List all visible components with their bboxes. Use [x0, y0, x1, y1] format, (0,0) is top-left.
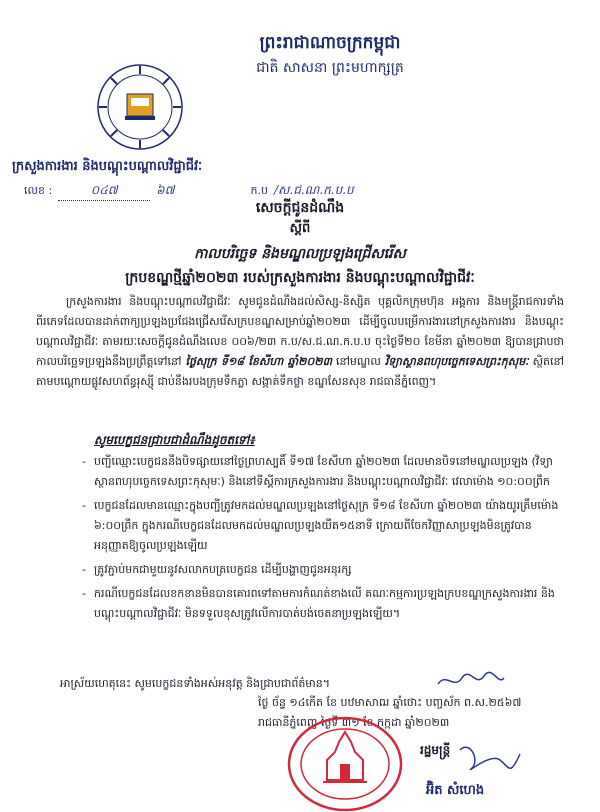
instructions-heading: សូមបេក្ខជនជ្រាបជាដំណឹងដូចតទៅ៖	[94, 433, 255, 447]
national-motto: ជាតិ សាសនា ព្រះមហាក្សត្រ	[256, 60, 404, 76]
reference-number-label: លេខ :	[24, 184, 53, 197]
list-item: - ករណីបេក្ខជនដែលខកខានមិនបានគោរពទៅតាមការកំណត់ខាងលើ គណៈកម្មការប្រឡងក្របខណ្ឌក្រសួងការងារ និងបណ្ដុះបណ្ដាលវិជ្ជាជីវៈ មិនទទួលខុសត្រូវលើការបាត់បង់ចេតនាប្រឡងឡើយ។	[82, 584, 564, 624]
official-seal	[285, 712, 405, 812]
lunar-date: ថ្ងៃ ច័ន្ទ ១៤កើត ខែ បឋមាសាឍ ឆ្នាំថោះ បញ្ចស័ក ព.ស.២៥៦៧	[258, 696, 522, 709]
about-label: ស្ដីពី	[289, 221, 311, 236]
subject-title: ក្របខណ្ឌថ្មីឆ្នាំ២០២៣ របស់ក្រសួងការងារ និងបណ្ដុះបណ្ដាលវិជ្ជាជីវៈ	[125, 270, 475, 286]
list-item: - បញ្ជីឈ្មោះបេក្ខជននឹងបិទផ្សាយនៅថ្ងៃព្រហស្បតិ៍ ទី១៧ ខែសីហា ឆ្នាំ២០២៣ ដែលមានបិទនៅមណ្ឌលប្រឡង (វិទ្យាស្ថានពហុបច្ចេកទេសព្រះកុសុមៈ) និងនៅទីស្ដីការក្រសួងការងារ និងបណ្ដុះបណ្ដាលវិជ្ជាជីវៈ វេលាម៉ោង ១០:០០ព្រឹក	[82, 452, 564, 492]
body-text-intro: ក្រសួងការងារ និងបណ្ដុះបណ្ដាលវិជ្ជាជីវៈ សូមជូនដំណឹងដល់សិស្ស-និស្សិត បុគ្គលិកក្រុមហ៊ុន អង្គការ និងមន្ត្រីរាជការទាំងពីរភេទដែលបានដាក់ពាក្យប្រឡងប្រជែងជ្រើសរើសក្របខណ្ឌសម្រាប់ឆ្នាំ២០២៣ ដើម្បីចូលបម្រើការងារនៅក្រសួងការងារ និងបណ្ដុះបណ្ដាលវិជ្ជាជីវៈ តាមរយៈសេចក្ដីជូនដំណឹងលេខ ០០៦/២៣ ក.ប/ស.ជ.ណ.ក.ប.ប ចុះថ្ងៃទី២០ ខែមីនា ឆ្នាំ២០២៣ ឱ្យបានជ្រាបថា កាលបរិច្ឆេទប្រឡងនឹងប្រព្រឹត្តទៅនៅ	[36, 295, 564, 368]
signatory-title: រដ្ឋមន្ត្រី	[420, 743, 451, 757]
list-item: - ត្រូវភ្ជាប់មកជាមួយនូវសលាកបត្របេក្ខជន ដើម្បីបង្ហាញជូនអនុរក្ស	[82, 560, 564, 580]
signatory-name: អ៊ិត សំហេង	[426, 783, 485, 798]
reference-number-suffix: ៦៧	[156, 183, 175, 197]
kingdom-heading: ព្រះរាជាណាចក្រកម្ពុជា	[259, 33, 401, 53]
instructions-list	[82, 452, 564, 628]
body-text-address: ស្ថិតនៅតាមបណ្ដោយផ្លូវសហព័ន្ធរុស្ស៊ី ជាប់នឹងរបងក្រុមទឹកភ្លា សង្កាត់ទឹកថ្លា ខណ្ឌសែនសុខ រាជធានីភ្នំពេញ។	[36, 355, 564, 388]
body-text-venue-prefix: នៅមណ្ឌល	[331, 355, 385, 368]
exam-venue: វិទ្យាស្ថានពហុបច្ចេកទេសព្រះកុសុមៈ	[384, 355, 529, 368]
reference-code-value: /ស.ជ.ណ.ក.ប.ប	[273, 183, 354, 197]
announcement-body	[36, 292, 564, 392]
solar-date: រាជធានីភ្នំពេញ ថ្ងៃទី ៣១ ខែ កក្កដា ឆ្នាំ២០២៣	[258, 716, 450, 729]
body-paragraph	[36, 292, 564, 392]
reference-number-value: ០៤៧	[58, 182, 150, 201]
ministry-logo	[95, 62, 185, 152]
reference-code-label: ក.ប	[250, 184, 268, 197]
ministry-name: ក្រសួងការងារ និងបណ្ដុះបណ្ដាលវិជ្ជាជីវៈ	[12, 159, 203, 174]
topic-title: កាលបរិច្ឆេទ និងមណ្ឌលប្រឡងជ្រើសរើស	[194, 246, 406, 262]
list-item: - បេក្ខជនដែលមានឈ្មោះក្នុងបញ្ជីត្រូវមកដល់មណ្ឌលប្រឡងនៅថ្ងៃសុក្រ ទី១៨ ខែសីហា ឆ្នាំ២០២៣ យ៉ាងយូរត្រឹមម៉ោង ៦:០០ព្រឹក ក្នុងករណីបេក្ខជនដែលមកដល់មណ្ឌលប្រឡងយឺត១៥នាទី ក្រោយពីចែកវិញ្ញាសាប្រឡងមិនត្រូវបានអនុញ្ញាតឱ្យចូលប្រឡងឡើយ	[82, 496, 564, 556]
closing-sentence: អាស្រ័យហេតុនេះ សូមបេក្ខជនទាំងអស់អនុវត្ត និងជ្រាបជាព័ត៌មាន។	[60, 677, 331, 690]
exam-date: ថ្ងៃសុក្រ ទី១៨ ខែសីហា ឆ្នាំ២០២៣	[185, 355, 332, 368]
announcement-title: សេចក្ដីជូនដំណឹង	[255, 200, 345, 216]
handwritten-initial	[436, 670, 506, 692]
